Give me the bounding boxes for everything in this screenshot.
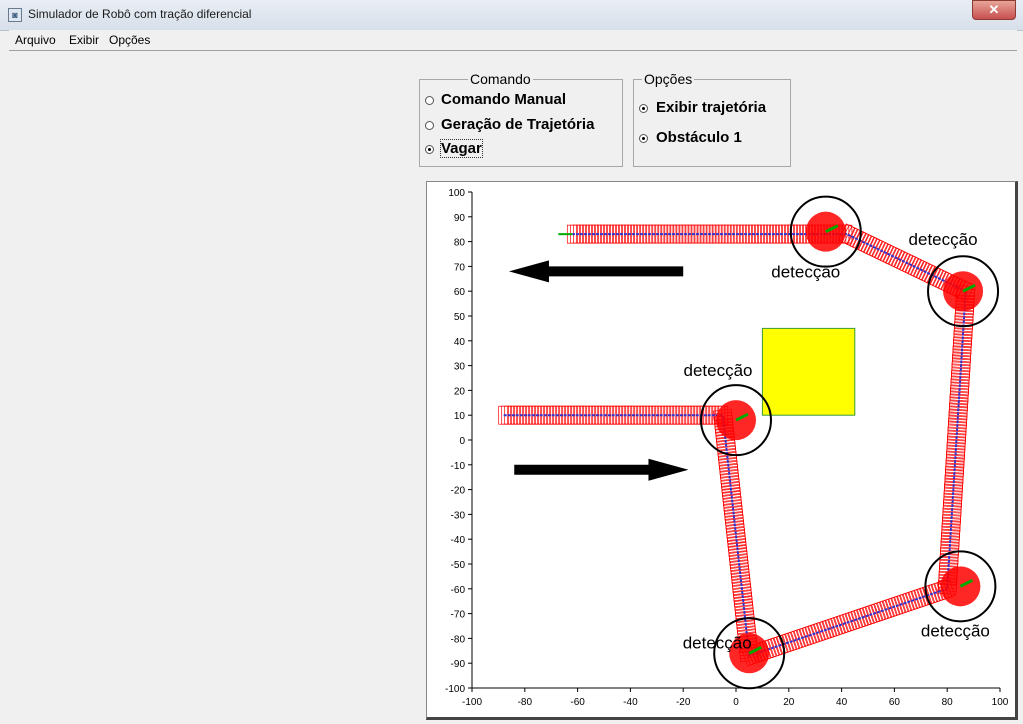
y-tick-label: -40: [450, 535, 465, 547]
radio-button[interactable]: [639, 104, 648, 113]
comando-legend: Comando: [470, 71, 531, 87]
y-tick-label: 60: [453, 287, 465, 299]
y-tick-label: -20: [450, 485, 465, 497]
y-tick-label: -30: [450, 510, 465, 522]
radio-label: Vagar: [441, 140, 482, 157]
x-tick-label: 0: [733, 697, 739, 708]
y-tick-label: 70: [453, 262, 465, 274]
y-tick-label: -70: [450, 609, 465, 621]
direction-arrow-head: [648, 459, 688, 481]
chart-svg: [427, 182, 1015, 717]
opcoes-legend: Opções: [644, 71, 693, 87]
x-tick-label: -20: [675, 697, 691, 708]
detection-blob: [943, 271, 983, 311]
radio-button[interactable]: [425, 145, 434, 154]
simulation-plot: [426, 181, 1018, 720]
detection-label: detecção: [683, 361, 753, 381]
y-tick-label: 10: [453, 411, 465, 423]
y-tick-label: -50: [450, 560, 465, 571]
x-tick-label: -40: [623, 697, 638, 708]
window-title: Simulador de Robô com tração diferencial: [28, 7, 252, 21]
radio-label: Exibir trajetória: [656, 99, 767, 116]
comando-group: [419, 71, 623, 167]
main-area: [9, 50, 1017, 724]
radio-label: Comando Manual: [441, 91, 567, 108]
radio-button[interactable]: [425, 96, 434, 105]
y-tick-label: 50: [453, 312, 465, 323]
menu-bar: [9, 30, 1017, 50]
radio-label: Geração de Trajetória: [441, 116, 595, 133]
menu-exibir[interactable]: Exibir: [69, 33, 100, 47]
robot-footprint: [499, 406, 509, 424]
y-tick-label: 80: [453, 237, 465, 249]
x-tick-label: -80: [517, 697, 533, 708]
title-bar: [0, 0, 1023, 31]
radio-label: Obstáculo 1: [656, 129, 742, 146]
y-tick-label: 100: [448, 188, 465, 199]
y-tick-label: 20: [453, 386, 465, 398]
y-tick-label: -100: [444, 684, 465, 695]
y-tick-label: -90: [450, 659, 465, 671]
menu-opcoes[interactable]: Opções: [109, 33, 151, 47]
obstacle: [762, 328, 854, 415]
detection-label: detecção: [771, 262, 841, 282]
menu-arquivo[interactable]: Arquivo: [15, 33, 56, 47]
y-tick-label: -80: [450, 634, 465, 646]
x-tick-label: 20: [783, 697, 795, 708]
opcoes-group: [633, 71, 791, 167]
x-tick-label: 60: [888, 697, 900, 708]
robot-footprints: [499, 224, 975, 666]
y-tick-label: 0: [459, 436, 465, 447]
y-tick-label: -60: [450, 584, 465, 596]
direction-arrow-head: [509, 260, 549, 282]
radio-button[interactable]: [639, 134, 648, 143]
x-tick-label: 80: [941, 697, 953, 708]
app-icon: ◙: [8, 8, 22, 22]
detection-label: detecção: [920, 621, 990, 641]
detection-label: detecção: [682, 633, 752, 653]
radio-button[interactable]: [425, 121, 434, 130]
y-tick-label: 30: [453, 361, 465, 373]
y-tick-label: 90: [453, 212, 465, 224]
close-button[interactable]: ✕: [972, 0, 1016, 20]
y-tick-label: -10: [450, 460, 465, 472]
y-tick-label: 40: [453, 336, 465, 348]
detection-label: detecção: [908, 230, 978, 250]
x-tick-label: 40: [836, 697, 848, 708]
x-tick-label: 100: [991, 697, 1009, 708]
x-tick-label: -60: [570, 697, 585, 708]
x-tick-label: -100: [461, 697, 483, 708]
